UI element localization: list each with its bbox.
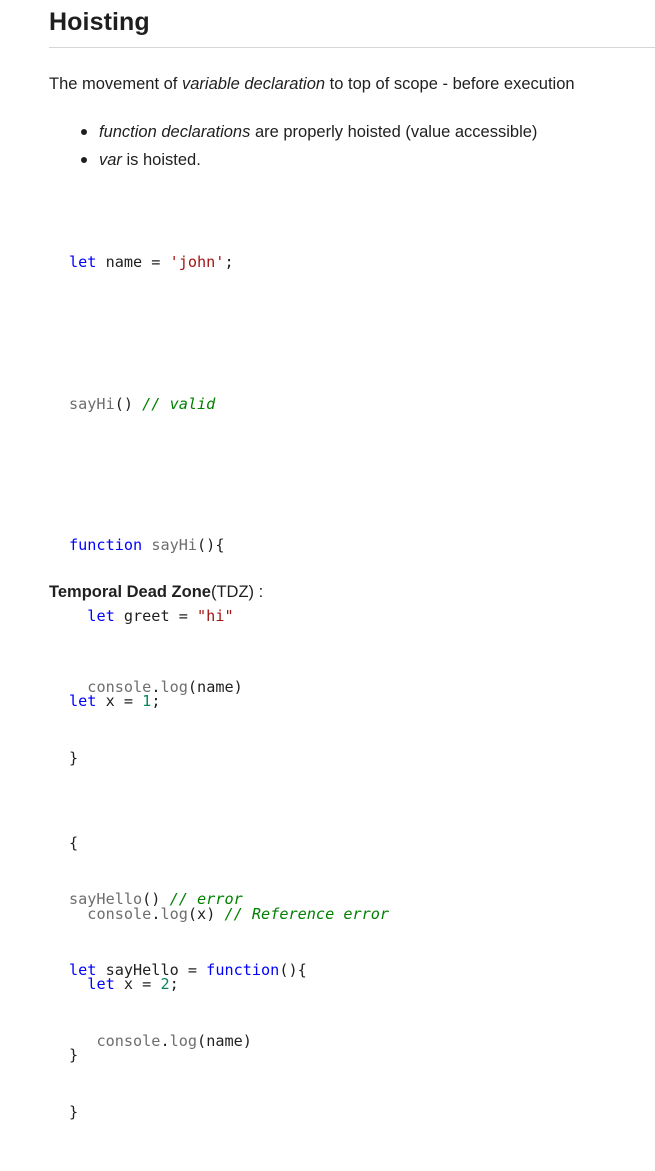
code-comment: // valid bbox=[142, 394, 216, 413]
code-text: ; bbox=[169, 975, 179, 994]
code-keyword: let bbox=[69, 253, 97, 272]
code-text: sayHello = bbox=[96, 961, 207, 979]
code-function-name: log bbox=[160, 677, 188, 696]
code-function-name: log bbox=[160, 904, 188, 923]
code-text: (x) bbox=[187, 904, 225, 923]
code-function-name: log bbox=[169, 1031, 198, 1050]
code-line bbox=[69, 1044, 389, 1068]
code-line bbox=[69, 534, 307, 558]
tdz-heading bbox=[49, 581, 263, 603]
code-object: console bbox=[96, 1031, 161, 1050]
tdz-label-rest: (TDZ) : bbox=[210, 583, 264, 601]
code-text: x = bbox=[96, 692, 143, 711]
code-line bbox=[69, 832, 389, 856]
code-text: { bbox=[69, 833, 79, 852]
code-text: () bbox=[142, 890, 170, 909]
code-function-name: sayHi bbox=[151, 536, 198, 555]
code-text: name = bbox=[96, 253, 170, 272]
code-indent bbox=[69, 975, 87, 993]
code-blank-line bbox=[69, 464, 307, 488]
code-function-name: sayHi bbox=[69, 394, 115, 413]
code-text: (name) bbox=[197, 1031, 252, 1050]
code-keyword: let bbox=[87, 975, 115, 994]
code-number: 1 bbox=[142, 692, 152, 711]
code-text: ; bbox=[224, 253, 234, 272]
intro-emphasis: variable declaration bbox=[181, 75, 326, 93]
code-blank-line bbox=[69, 761, 389, 785]
code-text: x = bbox=[114, 975, 161, 994]
code-text: (name) bbox=[187, 677, 243, 696]
code-object: console bbox=[87, 904, 152, 923]
code-function-name: sayHello bbox=[69, 890, 143, 909]
code-text: greet = bbox=[114, 607, 198, 626]
page-title: Hoisting bbox=[49, 8, 150, 36]
code-line bbox=[69, 903, 389, 927]
code-line bbox=[69, 393, 307, 417]
tdz-bold-label: Temporal Dead Zone bbox=[49, 583, 211, 601]
code-comment: // error bbox=[169, 890, 243, 909]
code-line bbox=[69, 690, 389, 714]
bullet-text: is hoisted. bbox=[121, 151, 201, 169]
bullet-dot-icon bbox=[81, 157, 87, 163]
code-indent bbox=[69, 607, 87, 625]
code-text: . bbox=[160, 1031, 170, 1050]
code-text: . bbox=[151, 677, 161, 696]
code-number: 2 bbox=[160, 975, 170, 994]
code-keyword: function bbox=[69, 536, 143, 555]
code-comment: // Reference error bbox=[224, 904, 390, 923]
title-divider bbox=[49, 47, 655, 48]
code-string: "hi" bbox=[197, 607, 234, 626]
list-item bbox=[49, 121, 537, 149]
hoisting-bullet-list bbox=[49, 121, 537, 177]
code-keyword: let bbox=[69, 692, 97, 711]
code-object: console bbox=[87, 677, 152, 696]
code-block-tdz bbox=[69, 643, 389, 1115]
intro-paragraph bbox=[49, 73, 575, 95]
code-string: 'john' bbox=[169, 253, 225, 272]
intro-before: The movement of bbox=[49, 75, 182, 93]
code-blank-line bbox=[69, 322, 307, 346]
code-line bbox=[69, 251, 307, 275]
bullet-text: are properly hoisted (value accessible) bbox=[250, 123, 538, 141]
code-text: } bbox=[69, 1102, 79, 1121]
code-line bbox=[69, 605, 307, 629]
intro-after: to top of scope - before execution bbox=[325, 75, 575, 93]
code-keyword: function bbox=[206, 961, 280, 979]
bullet-dot-icon bbox=[81, 129, 87, 135]
code-text: } bbox=[69, 748, 79, 767]
code-text: (){ bbox=[197, 536, 225, 555]
list-item bbox=[49, 149, 537, 177]
code-text bbox=[142, 536, 151, 554]
code-text: } bbox=[69, 1046, 79, 1065]
code-indent bbox=[69, 905, 87, 923]
bullet-emphasis: var bbox=[99, 151, 122, 169]
code-keyword: let bbox=[87, 607, 115, 626]
code-text: () bbox=[114, 394, 143, 413]
code-line bbox=[69, 973, 389, 997]
code-keyword: let bbox=[69, 961, 97, 979]
code-text: ; bbox=[151, 692, 161, 711]
code-text: (){ bbox=[279, 961, 307, 979]
code-text: . bbox=[151, 904, 161, 923]
bullet-emphasis: function declarations bbox=[99, 123, 251, 141]
